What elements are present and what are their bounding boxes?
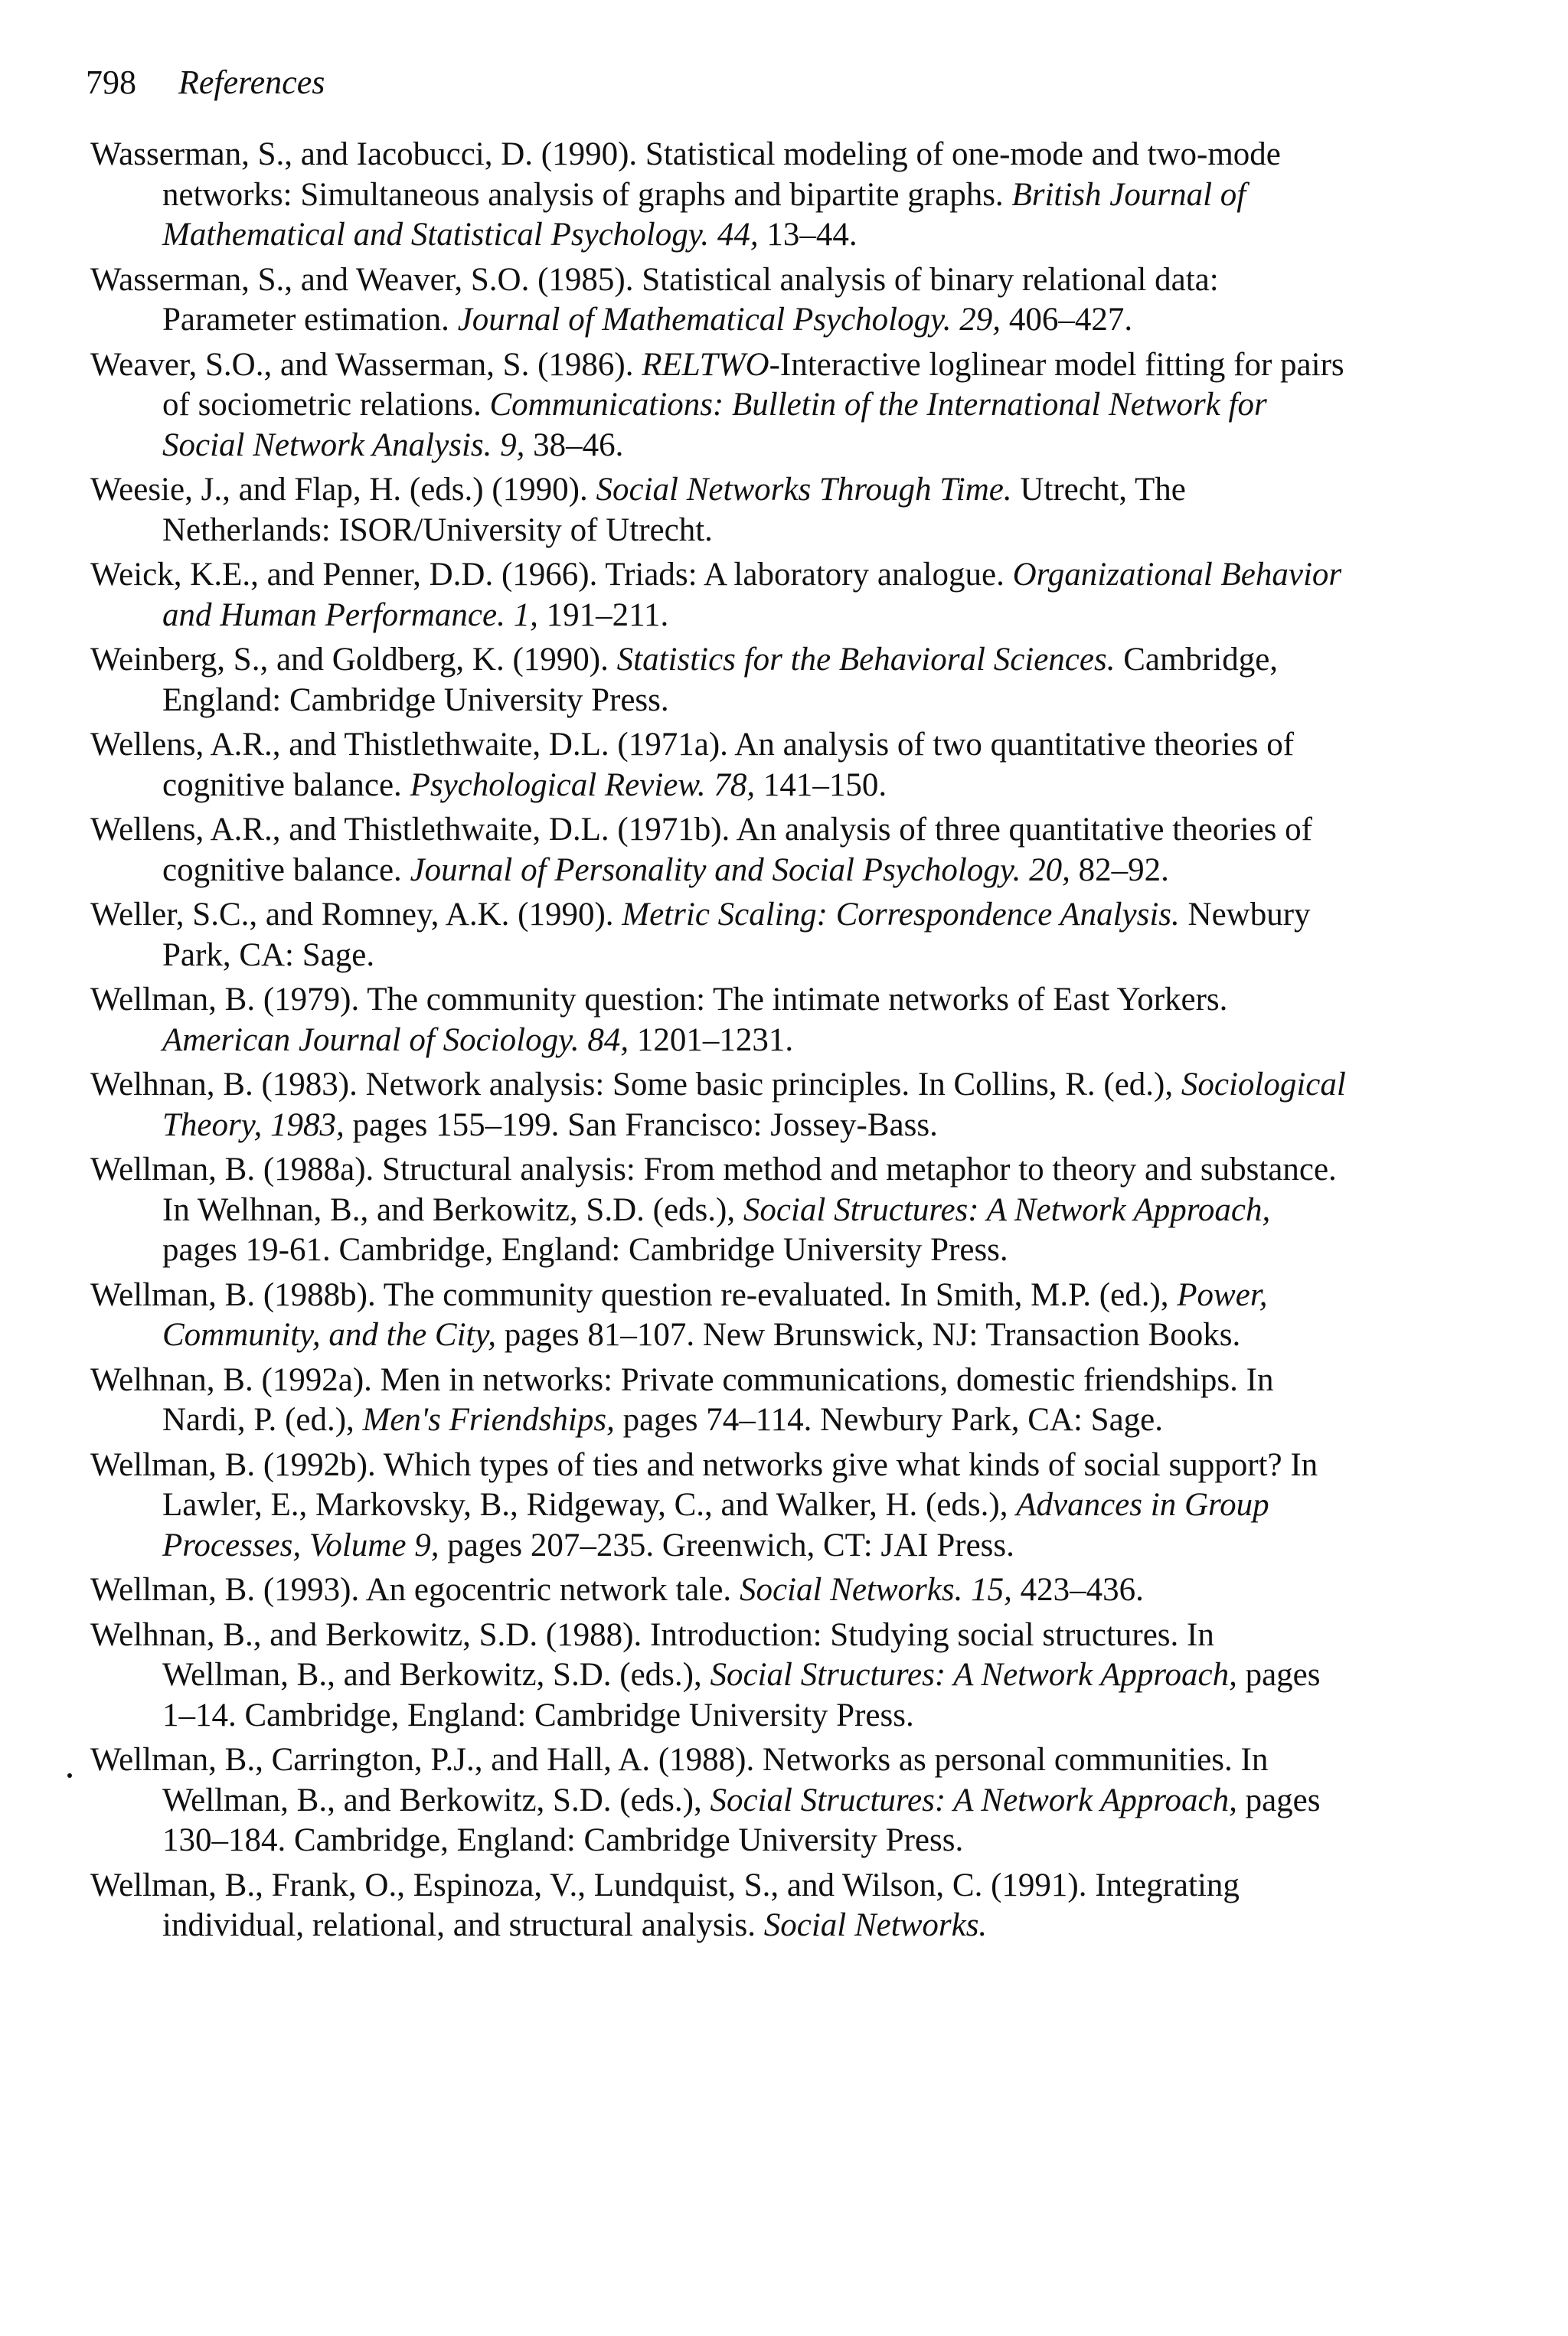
- reference-entry: Wellman, B., Frank, O., Espinoza, V., Lundquist, S., and Wilson, C. (1991). Integrating individual, relational, and structural analysis. Social Networks.: [90, 1867, 1240, 1943]
- reference-entry: Wellens, A.R., and Thistlethwaite, D.L. (1971b). An analysis of three quantitative theories of cognitive balance. Journal of Personality and Social Psychology. 20, 82–92.: [90, 812, 1312, 888]
- reference-list: [90, 135, 1346, 1951]
- reference-entry: Wellman, B. (1992b). Which types of ties and networks give what kinds of social support? In Lawler, E., Markovsky, B., Ridgeway, C., and Walker, H. (eds.), Advances in Group Processes, Volume 9, pages 207–235. Greenwich, CT: JAI Press.: [90, 1446, 1318, 1563]
- reference-entry: Wasserman, S., and Weaver, S.O. (1985). Statistical analysis of binary relational data: Parameter estimation. Journal of Mathematical Psychology. 29, 406–427.: [90, 261, 1219, 338]
- page-number: 798: [86, 64, 136, 101]
- reference-entry: Welhnan, B. (1983). Network analysis: Some basic principles. In Collins, R. (ed.), Sociological Theory, 1983, pages 155–199. San Francisco: Jossey-Bass.: [90, 1067, 1346, 1143]
- reference-entry: Weick, K.E., and Penner, D.D. (1966). Triads: A laboratory analogue. Organizational Behavior and Human Performance. 1, 191–211.: [90, 557, 1342, 633]
- reference-entry: Wellman, B. (1988b). The community question re-evaluated. In Smith, M.P. (ed.), Power, Community, and the City, pages 81–107. New Brunswick, NJ: Transaction Books.: [90, 1276, 1268, 1353]
- reference-entry: Weller, S.C., and Romney, A.K. (1990). Metric Scaling: Correspondence Analysis. Newbury Park, CA: Sage.: [90, 897, 1311, 973]
- reference-entry: Welhnan, B., and Berkowitz, S.D. (1988). Introduction: Studying social structures. In Wellman, B., and Berkowitz, S.D. (eds.), Social Structures: A Network Approach, pages 1–14. Cambridge, England: Cambridge University Press.: [90, 1616, 1321, 1733]
- reference-entry: Wellman, B., Carrington, P.J., and Hall, A. (1988). Networks as personal communities. In Wellman, B., and Berkowitz, S.D. (eds.), Social Structures: A Network Approach, pages 130–184. Cambridge, England: Cambridge University Press.: [90, 1742, 1321, 1858]
- reference-entry: Wellens, A.R., and Thistlethwaite, D.L. (1971a). An analysis of two quantitative theories of cognitive balance. Psychological Review. 78, 141–150.: [90, 727, 1295, 803]
- reference-entry: Wellman, B. (1988a). Structural analysis: From method and metaphor to theory and substance. In Welhnan, B., and Berkowitz, S.D. (eds.), Social Structures: A Network Approach, pages 19-61. Cambridge, England: Cambridge University Press.: [90, 1152, 1337, 1268]
- reference-entry: Welhnan, B. (1992a). Men in networks: Private communications, domestic friendships. In Nardi, P. (ed.), Men's Friendships, pages 74–114. Newbury Park, CA: Sage.: [90, 1361, 1274, 1438]
- running-head: [86, 60, 325, 106]
- reference-entry: Weaver, S.O., and Wasserman, S. (1986). RELTWO-Interactive loglinear model fitting for pairs of sociometric relations. Communications: Bulletin of the International Network for Social Network Analysis. 9, 38–46.: [90, 346, 1344, 463]
- reference-entry: Weinberg, S., and Goldberg, K. (1990). Statistics for the Behavioral Sciences. Cambridge, England: Cambridge University Press.: [90, 642, 1279, 718]
- section-title: References: [178, 64, 325, 101]
- reference-entry: Wasserman, S., and Iacobucci, D. (1990). Statistical modeling of one-mode and two-mode networks: Simultaneous analysis of graphs and bipartite graphs. British Journal of Mathematical and Statistical Psychology. 44, 13–44.: [90, 136, 1281, 253]
- reference-entry: Wellman, B. (1979). The community question: The intimate networks of East Yorkers. American Journal of Sociology. 84, 1201–1231.: [90, 982, 1228, 1058]
- reference-entry: Wellman, B. (1993). An egocentric network tale. Social Networks. 15, 423–436.: [90, 1572, 1144, 1608]
- reference-entry: Weesie, J., and Flap, H. (eds.) (1990). Social Networks Through Time. Utrecht, The Netherlands: ISOR/University of Utrecht.: [90, 472, 1186, 548]
- margin-dot: [67, 1773, 72, 1778]
